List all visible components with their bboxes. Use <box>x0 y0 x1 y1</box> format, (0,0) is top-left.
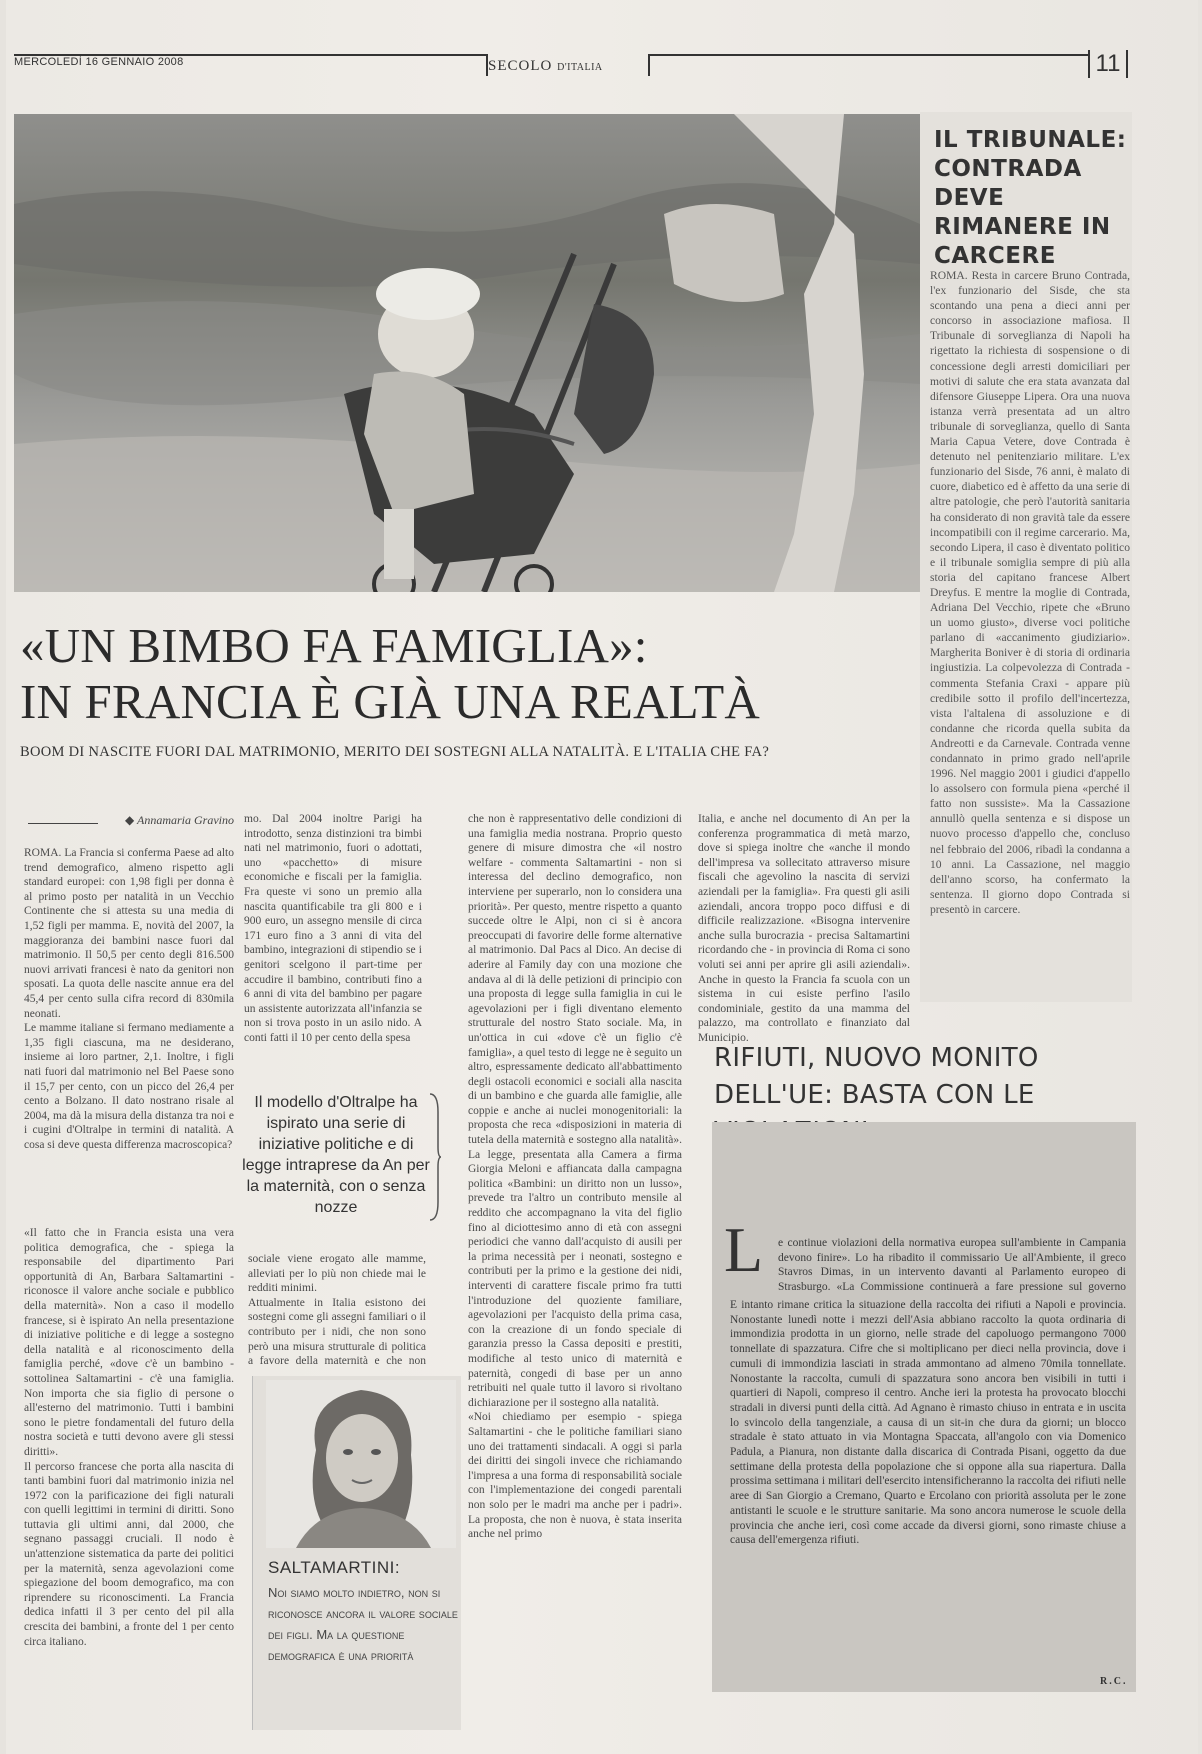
box-drop-cap: L <box>724 1214 764 1285</box>
box-title: RIFIUTI, NUOVO MONITO DELL'UE: BASTA CON LE <box>714 1043 1039 1110</box>
box-body-intro: e continue violazioni della normativa europea sull'ambiente in Campania devono finire». Lo ha ribadito il commissario Ue all'Ambiente, il greco Stavros Dimas, in un intervento davanti al Parlamento europeo di Strasburgo. «La Commissione continuerà a fare pressione sul governo <box>778 1237 1126 1294</box>
box-signature: R.C. <box>1100 1676 1128 1687</box>
interview-name: SALTAMARTINI: <box>268 1558 401 1577</box>
interview-quote: Noi siamo molto indietro, non si riconosce ancora il valore sociale dei figli. Ma la questione demografica è una priorità <box>268 1585 458 1663</box>
page-number: 11 <box>1088 50 1128 78</box>
headline-line-1: «UN BIMBO FA FAMIGLIA»: <box>20 618 648 673</box>
article-column-3: che non è rappresentativo delle condizioni di una famiglia media nostrana. Proprio questo genere di misure dimostra che «il nostro welfare - commenta Saltamartini - non si interessa del declino demografico, non interviene per superarlo, non lo considera una priorità». Per questo, mentre rispetto a quanto succede oltre le Alpi, non ci si è ancora preoccupati di favorire delle forme alternative al matrimonio. Dal Pacs al Dico. An decise di aderire al Family day con una mozione che andava al di là delle petizioni di principio con una proposta di legge sulla famiglia in cui le agevolazioni per i figli diventano elemento strutturale del nostro Stato sociale. Ma, in un'ottica in cui «dove c'è un figlio c'è famiglia», a quel testo di legge ne è seguito un altro, espressamente dedicato all'abbattimento degli ostacoli economici e sociali alla nascita di un bambino e che guarda alle famiglie, alle coppie e anche ai nuclei monogenitoriali: la proposta che reca «disposizioni in materia di tutela della maternità e sostegno alla natalità». La legge, presentata alla Camera a firma Giorgia Meloni e affiancata dalla campagna politica «Bambini: un diritto non un lusso», prevede tra l'altro un contributo mensile al reddito che accompagnano la vita del figlio fino al diciottesimo anno di età con assegni periodici che vanno dall'acquisto di ausili per la prima necessità per i neonati, sostegno e contributi per la primo e la gestione dei nidi, interventi di carattere fiscale primo fra tutti l'introduzione del quoziente familiare, agevolazioni per l'acquisto della prima casa, con la creazione di un fondo speciale di garanzia presso la Cassa depositi e prestiti, modifiche al testo unico di maternità e paternità, congedi di base per un anno retribuiti nel quale tutto il lavoro si rivoltano dichiarazione per il sostegno alla natalità. «Noi chiediamo per esempio - spiega Saltamartini - che le politiche familiari siano uno dei trattamenti sindacali. A oggi si parla dei diritti dei singoli invece che richiamando l'impresa a una forma di responsabilità sociale con l'implementazione dei congedi parentali non solo per le madri ma anche per i padri». La proposta, che non è nuova, è stata inserita anche nel primo <box>468 813 682 1541</box>
article-subheadline: BOOM DI NASCITE FUORI DAL MATRIMONIO, MERITO DEI SOSTEGNI ALLA NATALITÀ. E L'ITALIA CHE FA? <box>20 744 770 760</box>
header-divider <box>648 54 650 76</box>
header-rule-right <box>648 54 1088 56</box>
pull-quote: Il modello d'Oltralpe ha ispirato una serie di iniziative politiche e di legge intraprese da An per la maternità, con o senza nozze <box>242 1094 430 1216</box>
article-column-1: ROMA. La Francia si conferma Paese ad alto trend demografico, almeno rispetto agli standard europei: con 1,98 figli per donna è al primo posto per natalità in un Vecchio Continente che si attesta su una media di 1,52 figli per mamma. E, novità del 2007, la maggioranza dei bambini nasce fuori dal matrimonio. Il 50,5 per cento degli 816.500 nuovi arrivati francesi è nato da genitori non sposati. La quota delle nascite annue era del 45,4 per cento sulla cifra record di 830mila neonati. Le mamme italiane si fermano mediamente a 1,35 figli ciascuna, ma ne desiderano, insieme ai loro partner, 2,1. Inoltre, i figli nati fuori dal matrimonio nel Bel Paese sono il 15,7 per cento, con un picco del 26,4 per cento a Bolzano. Il dato nostrano risale al 2004, ma dà la misura della distanza tra noi e i cugini d'Oltralpe in termini di natalità. A cosa si deve questa differenza macroscopica? <box>24 847 234 1151</box>
article-headline <box>20 618 920 730</box>
sidebar-title: IL TRIBUNALE: CONTRADA DEVE RIMANERE IN CARCERE <box>934 127 1127 269</box>
portrait-illustration <box>266 1380 456 1548</box>
article-column-2-continued: sociale viene erogato alle mamme, alleviati per lo più non chiede mai le redditi minimi. Attualmente in Italia esistono dei sostegni come gli assegni familiari o il contributo per i nidi, che non sono però una misura strutturale di politica a favore della maternità e che non <box>248 1253 426 1368</box>
child-in-stroller-illustration <box>14 114 920 592</box>
publication-title: SECOLO <box>488 58 553 74</box>
sidebar-body: ROMA. Resta in carcere Bruno Contrada, l'ex funzionario del Sisde, che sta scontando una pena a dieci anni per concorso in associazione mafiosa. Il Tribunale di sorveglianza di Napoli ha rigettato la richiesta di sospensione o di concessione degli arresti domiciliari per motivi di salute che era stata avanzata dal difensore Giuseppe Lipera. Ora una nuova istanza verrà presentata ad un altro tribunale di sorveglianza, quello di Santa Maria Capua Vetere, dove Contrada è detenuto nel penitenziario militare. L'ex funzionario del Sisde, 76 anni, è malato di cuore, diabetico ed è affetto da una serie di altre patologie, che però l'autorità sanitaria ha considerato di non gravità tale da essere incompatibili con il regime carcerario. Ma, secondo Lipera, il caso è diventato politico e il tribunale somiglia sempre di più alla storia del capitano francese Albert Dreyfus. E mentre la moglie di Contrada, Adriana Del Vecchio, ripete che «Bruno un uomo giusto», diverse voci politiche parlano di «accanimento giudiziario». Margherita Boniver è di storia di ordinaria ingiustizia. La colpevolezza di Contrada - commenta Stefania Craxi - appare più credibile sotto il profilo dell'incertezza, vista l'altalena di assoluzione e di condanne che ricorda quella subita da Andreotti e da Carnevale. Contrada venne condannato in primo grado nell'aprile 1996. Nel maggio 2001 i giudici d'appello lo assolsero con formula piena «perché il fatto non sussiste». Ma la Cassazione annullò quella sentenza e si dispose un nuovo processo d'appello che, concluso nel febbraio del 2006, ribadì la condanna a 10 anni. La Cassazione, nel maggio dell'anno scorso, ha confermato la sentenza. Il giorno dopo Contrada si presentò in carcere. <box>930 269 1130 916</box>
byline-author: Annamaria Gravino <box>137 813 234 827</box>
publication-name <box>488 58 603 75</box>
portrait-photo <box>266 1380 456 1548</box>
article-column-2: mo. Dal 2004 inoltre Parigi ha introdotto, senza distinzioni tra bimbi nati nel matrimonio, fuori o adottati, uno «pacchetto» di misure economiche e fiscali per la famiglia. Fra queste vi sono un premio alla nascita quantificabile tra gli 800 e i 900 euro, un assegno mensile di circa 171 euro fino a 3 anni di vita del bambino, integrazioni di stipendio se i genitori scelgono il part-time per accudire il bambino, contributi fino a 6 anni di vita del bambino per pagare un assistente autorizzata all'infanzia se non si trova posto in un asilo nido. A conti fatti il 10 per cento della spesa <box>244 813 422 1044</box>
publication-subtitle: D'ITALIA <box>557 62 603 73</box>
article-byline: ◆ Annamaria Gravino <box>124 813 234 827</box>
issue-date: MERCOLEDÌ 16 GENNAIO 2008 <box>14 56 184 68</box>
article-column-1-continued: «Il fatto che in Francia esista una vera politica demografica, che - spiega la responsabile del dipartimento Pari opportunità di An, Barbara Saltamartini - riconosce il valore anche sociale e pubblico della maternità». Non a caso il modello francese, si è ispirato An nella presentazione di iniziative politiche e di legge a sostegno della natalità e al riconoscimento della famiglia perché, «dove c'è un bambino - sottolinea Saltamartini - c'è una famiglia. Non importa che sia figlio di persone o all'esterno del matrimonio. Tutti i bambini sono le pietre fondamentali del futuro della nostra società e tutti devono avere gli stessi diritti». Il percorso francese che porta alla nascita di tanti bambini fuori dal matrimonio inizia nel 1972 con la parificazione dei figli naturali con quelli legittimi in termini di diritti. Sono tuttavia gli ultimi anni, dal 2000, che segnano passaggi cruciali. Il nodo è un'attenzione sistematica da parte dei politici per la maternità, senza agevolazioni come spiegazione del boom demografico, ma con riprendere su riconoscimenti. La Francia dedica infatti il 3 per cento del pil alla crescita dei bambini, a fronte del 1 per cento circa italiano. <box>24 1227 234 1648</box>
box-body: E intanto rimane critica la situazione della raccolta dei rifiuti a Napoli e provincia. Nonostante lunedì notte i mezzi dell'Asia abbiano raccolto la quota ordinaria di immondizia prodotta in un giorno, nelle strade del capoluogo permangono 7000 tonnellate di spazzatura. Cifre che si moltiplicano per dieci nella provincia, dove i cumuli di immondizia lasciati in strada ammontano ad almeno 70mila tonnellate. Nonostante la raccolta, cumuli di spazzatura sono ancora ben visibili in tutti i quartieri di Napoli, compreso il centro. Anche ieri la protesta ha provocato blocchi stradali in diversi punti della città. Ad Agnano è rimasto chiuso in entrata e in uscita lo svincolo della tangenziale, a causa di un sit-in che dura da giorni; un blocco stradale è stato attuato in via Montagna Spaccata, all'angolo con via Domenico Padula, a Pianura, non distante dalla discarica di Contrada Pisani, oggetto da due settimane della protesta della popolazione che si oppone alla sua riapertura. Dalla prossima settimana i militari dell'esercito intensificheranno la raccolta dei rifiuti nelle aree di San Giorgio a Cremano, Quarto e Ercolano con priorità assoluta per le zone antistanti le scuole e le strutture sanitarie. Ma sono ancora numerose le scuole della provincia che anche ieri, così come accade da diversi giorni, sono rimaste chiuse a causa dell'emergenza rifiuti. <box>730 1299 1126 1547</box>
headline-line-2: IN FRANCIA È GIÀ UNA REALTÀ <box>20 674 760 729</box>
article-column-4: Italia, e anche nel documento di An per la conferenza programmatica di metà marzo, dove si spiega inoltre che «anche il mondo dell'impresa va sollecitato attraverso misure fiscali che agevolino la nascita di servizi aziendali per la famiglia». Fra questi gli asili aziendali, ancora troppo poco diffusi e di difficile realizzazione. «Bisogna intervenire anche sulla burocrazia - precisa Saltamartini ricordando che - in provincia di Roma ci sono voluti sei anni per aprire gli asili aziendali». Anche in questo la Francia fa scuola con un sistema in cui esiste perfino l'asilo condominiale, gestito da una mamma del palazzo, ma controllato e finanziato dal Municipio. <box>698 813 910 1044</box>
article-photo <box>14 114 920 592</box>
